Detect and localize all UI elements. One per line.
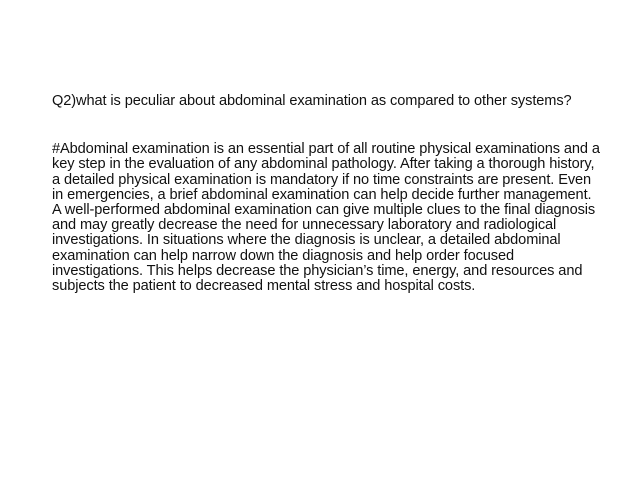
answer-text: #Abdominal examination is an essential part of all routine physical examinations and a key step in the evaluation of any abdominal pathology. After taking a thorough history, a detailed physical examination is mandatory if no time constraints are present. Even in emergencies, a brief abdominal examination can help decide further management. A well-performed abdominal examination can give multiple clues to the final diagnosis and may greatly decrease the need for unnecessary laboratory and radiological investigations. In situations where the diagnosis is unclear, a detailed abdominal examination can help narrow down the diagnosis and help order focused investigations. This helps decrease the physician’s time, energy, and resources and subjects the patient to decreased mental stress and hospital costs.: [52, 141, 600, 295]
slide-content: [52, 94, 600, 294]
question-text: Q2)what is peculiar about abdominal examination as compared to other systems?: [52, 93, 572, 109]
